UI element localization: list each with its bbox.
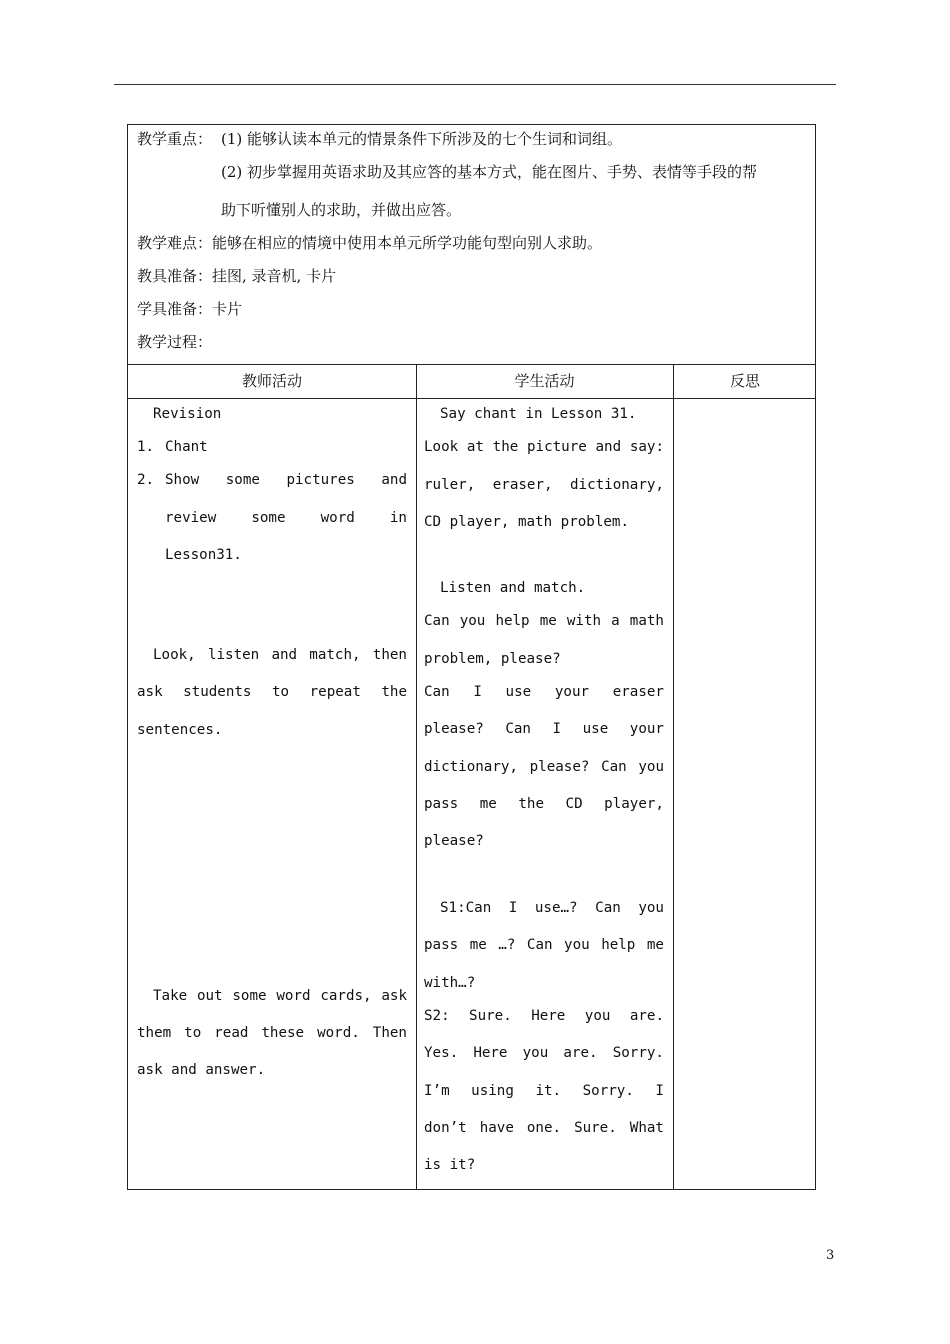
word: Look	[424, 439, 459, 455]
word: I	[508, 900, 518, 916]
student-line-20: is it?	[424, 1157, 476, 1173]
header-rule	[114, 84, 836, 85]
word: some	[251, 510, 286, 526]
word: I’m	[424, 1083, 450, 1099]
word: me	[479, 796, 497, 812]
word: then	[372, 647, 407, 663]
student-line-8	[424, 682, 664, 702]
word: ask	[381, 988, 407, 1004]
key-point-2-line2: 助下听懂别人的求助，并做出应答。	[221, 201, 462, 219]
word: math	[629, 613, 664, 629]
word: dictionary,	[424, 759, 518, 775]
student-line-16	[424, 1006, 664, 1026]
teacher-revision: Revision	[153, 406, 222, 422]
word: pictures	[286, 472, 355, 488]
word: I	[552, 721, 562, 737]
word: me	[646, 937, 664, 953]
student-prep: 学具准备：卡片	[137, 300, 243, 318]
word: ruler,	[424, 477, 476, 493]
student-line-2	[424, 437, 664, 457]
word: you	[564, 937, 590, 953]
word: Here	[531, 1008, 566, 1024]
word: these	[261, 1025, 305, 1041]
word: Here	[473, 1045, 508, 1061]
word: Look,	[153, 647, 196, 663]
word: please?	[424, 721, 484, 737]
student-line-17	[424, 1043, 664, 1063]
word: …?	[498, 937, 516, 953]
word: Sure.	[574, 1120, 617, 1136]
header-student: 学生活动	[514, 372, 575, 390]
student-line-13	[440, 898, 664, 918]
word: pass	[424, 796, 459, 812]
teacher-chant-num: 1.	[137, 439, 155, 455]
word: Can	[526, 937, 553, 953]
word: it.	[535, 1083, 562, 1099]
lesson-plan-table	[127, 124, 816, 1190]
teacher-look-line2	[137, 682, 407, 702]
key-points-label: 教学重点：	[137, 130, 213, 148]
word: at	[466, 439, 484, 455]
word: please?	[529, 759, 590, 775]
word: ask	[137, 684, 163, 700]
word: S1:Can	[440, 900, 492, 916]
teacher-take-line2	[137, 1023, 407, 1043]
word: you	[638, 900, 664, 916]
student-line-11	[424, 794, 664, 814]
word: your	[554, 684, 590, 700]
word: the	[381, 684, 407, 700]
word: are.	[563, 1045, 598, 1061]
word: the	[518, 796, 544, 812]
key-point-2-line1: (2) 初步掌握用英语求助及其应答的基本方式，能在图片、手势、表情等手段的帮	[221, 163, 758, 181]
word: I	[473, 684, 482, 700]
word: help	[495, 613, 530, 629]
teacher-show-line1	[165, 470, 407, 490]
word: CD	[565, 796, 583, 812]
word: me	[469, 937, 487, 953]
teacher-take-line3: ask and answer.	[137, 1062, 266, 1078]
student-line-9	[424, 719, 664, 739]
word: match,	[309, 647, 361, 663]
teacher-activity-cell	[137, 125, 408, 1189]
student-line-19	[424, 1118, 664, 1138]
key-point-1: (1) 能够认读本单元的情景条件下所涉及的七个生词和词组。	[221, 130, 623, 148]
word: dictionary,	[570, 477, 664, 493]
student-line-6	[424, 611, 664, 631]
word: eraser	[612, 684, 664, 700]
teacher-show-line3: Lesson31.	[165, 547, 242, 563]
word: help	[601, 937, 636, 953]
word: Sure.	[469, 1008, 512, 1024]
word: Can	[424, 684, 450, 700]
word: a	[611, 613, 620, 629]
column-divider-1	[416, 364, 417, 1189]
teacher-look-line3: sentences.	[137, 722, 223, 738]
word: cards,	[320, 988, 372, 1004]
word: you	[638, 759, 664, 775]
difficulty: 教学难点：能够在相应的情境中使用本单元所学功能句型向别人求助。	[137, 234, 603, 252]
student-line-15: with…?	[424, 975, 476, 991]
word: the	[492, 439, 519, 455]
process-label: 教学过程：	[137, 333, 213, 351]
column-divider-2	[673, 364, 674, 1189]
word: Sorry.	[612, 1045, 664, 1061]
teacher-take-line1	[153, 986, 407, 1006]
word: S2:	[424, 1008, 450, 1024]
word: and	[381, 472, 407, 488]
word: some	[225, 472, 260, 488]
word: you	[584, 1008, 611, 1024]
word: you	[522, 1045, 549, 1061]
word: to	[184, 1025, 202, 1041]
teacher-show-line2	[165, 508, 407, 528]
word: picture	[527, 439, 587, 455]
word: review	[165, 510, 217, 526]
word: pass	[424, 937, 459, 953]
word: word.	[317, 1025, 360, 1041]
word: say:	[629, 439, 664, 455]
word: students	[183, 684, 252, 700]
word: and	[271, 647, 298, 663]
student-line-18	[424, 1081, 664, 1101]
word: Can	[595, 900, 621, 916]
page-number: 3	[826, 1248, 835, 1263]
word: and	[595, 439, 622, 455]
student-line-3	[424, 475, 664, 495]
word: Show	[165, 472, 200, 488]
teacher-prep: 教具准备：挂图, 录音机, 卡片	[137, 267, 337, 285]
reflection-cell	[681, 399, 809, 1189]
word: use…?	[534, 900, 578, 916]
word: Then	[372, 1025, 407, 1041]
word: use	[582, 721, 609, 737]
word: Can	[505, 721, 531, 737]
word: one.	[526, 1120, 562, 1136]
word: What	[629, 1120, 664, 1136]
word: use	[505, 684, 532, 700]
word: to	[272, 684, 290, 700]
word: word	[276, 988, 311, 1004]
word: eraser,	[492, 477, 553, 493]
student-line-5: Listen and match.	[440, 580, 586, 596]
word: Yes.	[424, 1045, 459, 1061]
student-line-10	[424, 757, 664, 777]
student-line-7: problem, please?	[424, 651, 561, 667]
word: Can	[424, 613, 450, 629]
word: player,	[604, 796, 664, 812]
word: I	[655, 1083, 664, 1099]
student-line-1: Say chant in Lesson 31.	[440, 406, 637, 422]
word: them	[137, 1025, 172, 1041]
word: Can	[601, 759, 627, 775]
word: out	[196, 988, 223, 1004]
teacher-chant: Chant	[165, 439, 208, 455]
word: with	[566, 613, 602, 629]
word: read	[214, 1025, 249, 1041]
word: listen	[207, 647, 260, 663]
word: have	[479, 1120, 514, 1136]
word: repeat	[309, 684, 361, 700]
header-reflection: 反思	[729, 372, 760, 390]
teacher-look-line1	[153, 645, 407, 665]
word: don’t	[424, 1120, 467, 1136]
word: your	[629, 721, 664, 737]
word: are.	[629, 1008, 664, 1024]
word: some	[232, 988, 267, 1004]
word: Sorry.	[582, 1083, 634, 1099]
word: me	[539, 613, 557, 629]
student-line-12: please?	[424, 833, 484, 849]
word: in	[389, 510, 407, 526]
student-line-4: CD player, math problem.	[424, 514, 629, 530]
word: word	[320, 510, 355, 526]
teacher-show-num: 2.	[137, 472, 155, 488]
student-line-14	[424, 935, 664, 955]
student-activity-cell	[424, 125, 666, 1189]
header-teacher: 教师活动	[241, 372, 302, 390]
word: using	[471, 1083, 514, 1099]
word: Take	[153, 988, 188, 1004]
word: you	[459, 613, 486, 629]
